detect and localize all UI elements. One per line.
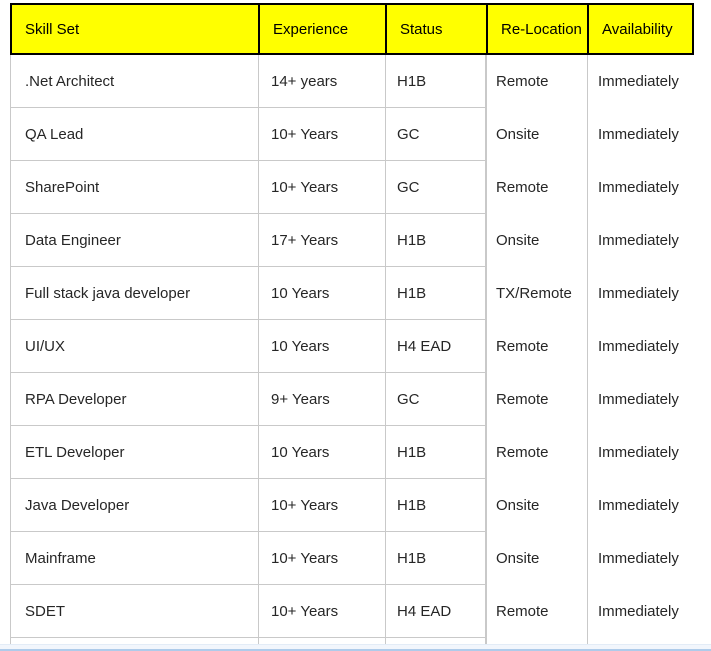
cell-availability: Immediately bbox=[587, 320, 694, 373]
cell-availability: Immediately bbox=[587, 161, 694, 214]
cell-relocation: Remote bbox=[486, 55, 587, 108]
cell-experience: 10+ Years bbox=[258, 585, 385, 638]
cell-experience: 10 Years bbox=[258, 320, 385, 373]
table-header-row bbox=[10, 3, 694, 55]
cell-availability: Immediately bbox=[587, 479, 694, 532]
cell-relocation: Remote bbox=[486, 373, 587, 426]
table-row bbox=[10, 585, 694, 638]
cell-relocation: Onsite bbox=[486, 214, 587, 267]
table-body bbox=[10, 55, 694, 638]
cell-availability: Immediately bbox=[587, 373, 694, 426]
cell-availability: Immediately bbox=[587, 426, 694, 479]
cell-skill-set: ETL Developer bbox=[10, 426, 258, 479]
cell-experience: 10+ Years bbox=[258, 161, 385, 214]
partial-row-highlight bbox=[0, 644, 711, 651]
cell-experience: 10+ Years bbox=[258, 479, 385, 532]
table-row bbox=[10, 108, 694, 161]
cell-experience: 14+ years bbox=[258, 55, 385, 108]
column-header-status: Status bbox=[385, 5, 486, 53]
table-row bbox=[10, 479, 694, 532]
cell-status: H1B bbox=[385, 479, 486, 532]
cell-experience: 10+ Years bbox=[258, 108, 385, 161]
table-row bbox=[10, 267, 694, 320]
cell-availability: Immediately bbox=[587, 267, 694, 320]
cell-status: GC bbox=[385, 373, 486, 426]
cell-relocation: Remote bbox=[486, 426, 587, 479]
cell-skill-set: QA Lead bbox=[10, 108, 258, 161]
cell-experience: 10 Years bbox=[258, 426, 385, 479]
column-header-relocation: Re-Location bbox=[486, 5, 587, 53]
cell-status: GC bbox=[385, 161, 486, 214]
cell-availability: Immediately bbox=[587, 55, 694, 108]
table-row bbox=[10, 373, 694, 426]
cell-skill-set: Mainframe bbox=[10, 532, 258, 585]
cell-status: H4 EAD bbox=[385, 320, 486, 373]
table-row bbox=[10, 320, 694, 373]
table-row bbox=[10, 161, 694, 214]
cell-availability: Immediately bbox=[587, 108, 694, 161]
cell-status: GC bbox=[385, 108, 486, 161]
cell-skill-set: SharePoint bbox=[10, 161, 258, 214]
cell-relocation: Onsite bbox=[486, 479, 587, 532]
cell-experience: 9+ Years bbox=[258, 373, 385, 426]
table-row bbox=[10, 426, 694, 479]
column-header-experience: Experience bbox=[258, 5, 385, 53]
cell-relocation: Onsite bbox=[486, 532, 587, 585]
table-row bbox=[10, 214, 694, 267]
cell-status: H4 EAD bbox=[385, 585, 486, 638]
cell-availability: Immediately bbox=[587, 532, 694, 585]
cell-relocation: Onsite bbox=[486, 108, 587, 161]
cell-availability: Immediately bbox=[587, 214, 694, 267]
cell-experience: 10+ Years bbox=[258, 532, 385, 585]
cell-skill-set: RPA Developer bbox=[10, 373, 258, 426]
cell-availability: Immediately bbox=[587, 585, 694, 638]
cell-relocation: Remote bbox=[486, 320, 587, 373]
cell-experience: 10 Years bbox=[258, 267, 385, 320]
cell-skill-set: UI/UX bbox=[10, 320, 258, 373]
cell-status: H1B bbox=[385, 214, 486, 267]
table-row bbox=[10, 55, 694, 108]
table-row bbox=[10, 532, 694, 585]
cell-skill-set: Full stack java developer bbox=[10, 267, 258, 320]
column-header-availability: Availability bbox=[587, 5, 692, 53]
cell-relocation: Remote bbox=[486, 585, 587, 638]
cell-status: H1B bbox=[385, 55, 486, 108]
cell-skill-set: SDET bbox=[10, 585, 258, 638]
cell-status: H1B bbox=[385, 426, 486, 479]
hotlist-table bbox=[10, 3, 694, 651]
column-header-skill-set: Skill Set bbox=[25, 20, 80, 38]
cell-relocation: Remote bbox=[486, 161, 587, 214]
cell-experience: 17+ Years bbox=[258, 214, 385, 267]
cell-skill-set: Data Engineer bbox=[10, 214, 258, 267]
cell-status: H1B bbox=[385, 267, 486, 320]
cell-skill-set: .Net Architect bbox=[10, 55, 258, 108]
cell-relocation: TX/Remote bbox=[486, 267, 587, 320]
cell-status: H1B bbox=[385, 532, 486, 585]
cell-skill-set: Java Developer bbox=[10, 479, 258, 532]
